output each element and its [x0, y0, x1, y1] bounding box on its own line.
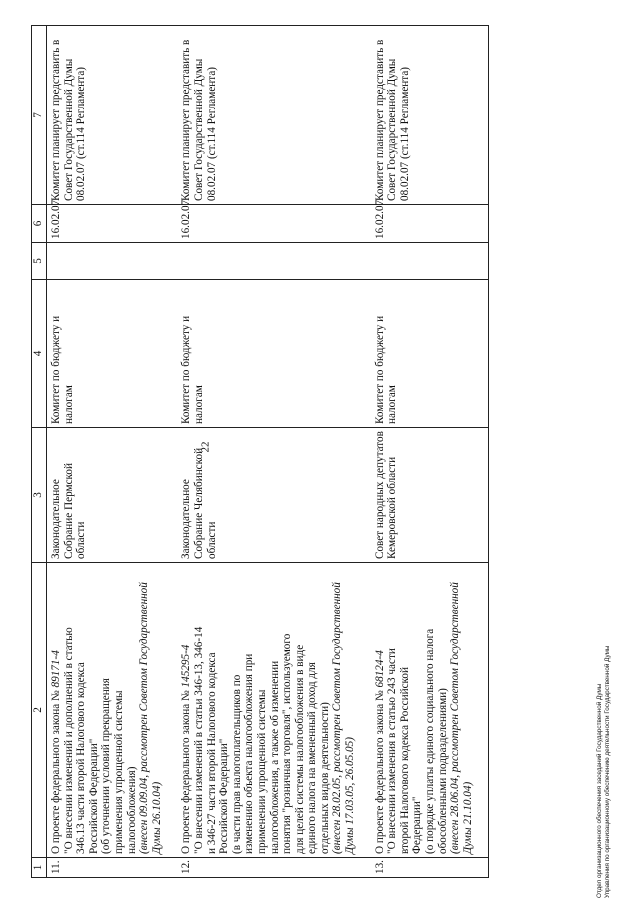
bill-line: Российской Федерации": [87, 738, 100, 854]
bill-line: применении упрощенной системы: [255, 689, 268, 854]
table-row: [177, 26, 370, 878]
bill-note: (внесен 28.06.04, рассмотрен Советом Государственной Думы 21.10.04): [449, 582, 474, 854]
bill-line: отдельных видов деятельности): [318, 702, 331, 854]
bill-note: (внесен 28.02.05, рассмотрен Советом Государственной Думы 17.03.05, 26.05.05): [331, 582, 357, 854]
bills-table: [31, 25, 489, 878]
bill-line: и 346-27 части второй Налогового кодекса: [205, 652, 218, 854]
bill-line: единого налога на вмененный доход для: [306, 662, 319, 854]
bill-line: О проекте федерального закона № 89171-4: [50, 650, 62, 854]
bill-line: применения упрощенной системы: [112, 690, 125, 854]
bill-line: "О внесении изменения в статью 243 части: [386, 648, 399, 854]
col-header-6: 6: [32, 205, 47, 243]
col-header-3: 3: [32, 428, 47, 563]
row-number: 12.: [177, 858, 370, 878]
bill-line: (о порядке уплаты единого социального налога: [424, 628, 437, 854]
bill-number: 145295-4: [180, 644, 193, 688]
author-cell: Законодательное Собрание Челябинской области: [177, 428, 370, 563]
bill-line: Российской Федерации": [218, 738, 231, 854]
bill-line: (об уточнении условий прекращения: [100, 678, 113, 854]
page-number: 22: [199, 441, 212, 453]
col5-cell: [177, 243, 370, 280]
col-header-1: 1: [32, 858, 47, 878]
bill-number: 89171-4: [50, 650, 62, 688]
header-row: [32, 26, 47, 878]
col-header-5: 5: [32, 243, 47, 280]
footer-line-1: Отдел организационного обеспечения заседаний Государственной Думы: [596, 683, 603, 898]
bill-line: "О внесении изменений в статьи 346-13, 346-14: [192, 626, 205, 854]
bills-table-container: [31, 26, 635, 878]
bill-line: налогообложения, а также об изменении: [268, 660, 281, 854]
table-row: [371, 26, 489, 878]
author-cell: Законодательное Собрание Пермской области: [47, 428, 178, 563]
bill-line: изменению объекта налогообложения при: [243, 653, 256, 854]
status-cell: Комитет планирует представить в Совет Государственной Думы 08.02.07 (ст.114 Регламента): [177, 26, 370, 205]
col5-cell: [371, 243, 489, 280]
date-cell: 16.02.07: [371, 205, 489, 243]
author-cell: Совет народных депутатов Кемеровской области: [371, 428, 489, 563]
row-number: 13.: [371, 858, 489, 878]
bill-line: для целей системы налогообложения в виде: [293, 644, 306, 854]
col-header-4: 4: [32, 280, 47, 428]
footer: [596, 598, 612, 898]
bill-number: 68124-4: [373, 650, 386, 688]
status-cell: Комитет планирует представить в Совет Государственной Думы 08.02.07 (ст.114 Регламента): [47, 26, 178, 205]
bill-line: О проекте федерального закона № 145295-4: [180, 644, 193, 854]
status-cell: Комитет планирует представить в Совет Государственной Думы 08.02.07 (ст.114 Регламента): [371, 26, 489, 205]
bill-line: О проекте федерального закона № 68124-4: [373, 650, 386, 854]
table-row: [47, 26, 178, 878]
bill-line: налогообложения): [125, 766, 138, 854]
col-header-2: 2: [32, 563, 47, 858]
bill-line: (в части прав налогоплательщиков по: [230, 674, 243, 854]
bill-line: "О внесении изменений и дополнений в статью: [62, 627, 75, 854]
bill-line: понятия "розничная торговля", используемого: [281, 633, 294, 854]
committee-cell: Комитет по бюджету и налогам: [47, 280, 178, 428]
row-number: 11.: [47, 858, 178, 878]
bill-note: (внесен 09.09.04, рассмотрен Советом Государственной Думы 26.10.04): [138, 582, 163, 854]
bill-line: обособленными подразделениями): [436, 688, 449, 854]
col5-cell: [47, 243, 178, 280]
footer-line-2: Управления по организационному обеспечению деятельности Государственной Думы: [604, 645, 611, 898]
committee-cell: Комитет по бюджету и налогам: [371, 280, 489, 428]
bill-line: Федерации": [411, 796, 424, 854]
date-cell: 16.02.07: [47, 205, 178, 243]
committee-cell: Комитет по бюджету и налогам: [177, 280, 370, 428]
bill-line: 346.13 части второй Налогового кодекса: [75, 662, 88, 854]
bill-line: второй Налогового кодекса Российской: [398, 667, 411, 854]
bill-cell: [47, 563, 178, 858]
date-cell: 16.02.07: [177, 205, 370, 243]
bill-cell: [177, 563, 370, 858]
bill-cell: [371, 563, 489, 858]
col-header-7: 7: [32, 26, 47, 205]
